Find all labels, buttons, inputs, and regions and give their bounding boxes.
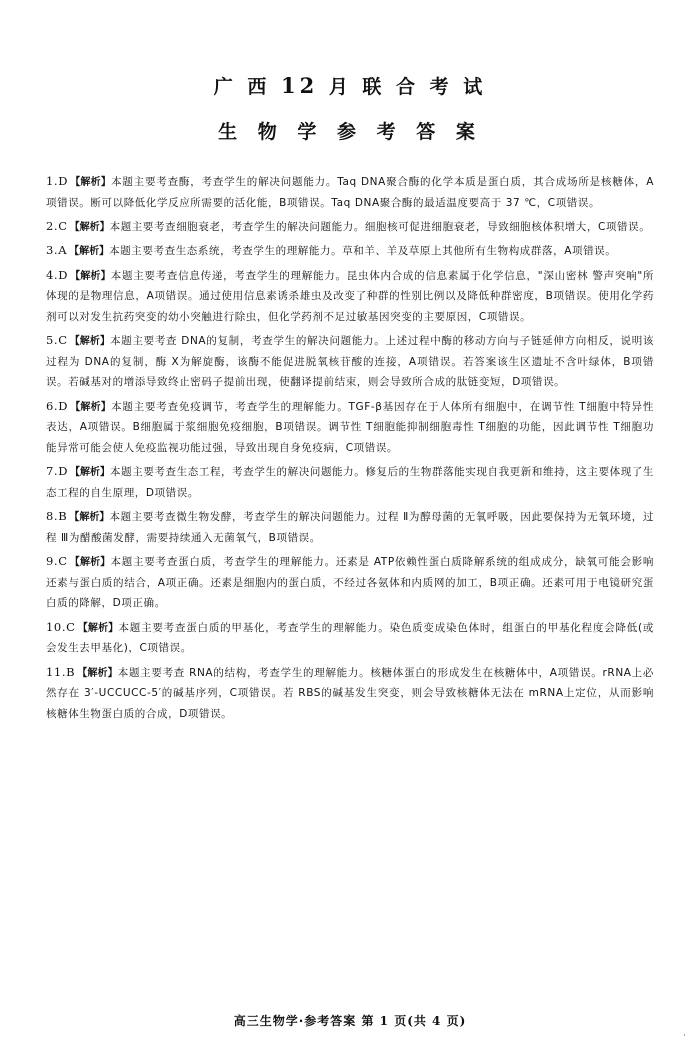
analysis-tag: 【解析】	[69, 512, 110, 524]
corner-mark: ·	[683, 1031, 686, 1041]
page-title	[46, 72, 654, 99]
answer-choice: D	[58, 267, 69, 282]
page-footer	[0, 1012, 700, 1029]
analysis-tag: 【解析】	[70, 401, 112, 413]
analysis-text: 本题主要考查细胞衰老，考查学生的解决问题能力。细胞核可促进细胞衰老，导致细胞核体积增大，C项错误。	[109, 220, 651, 233]
analysis-text: 本题主要考查微生物发酵，考查学生的解决问题能力。过程 Ⅱ为醇母菌的无氧呼吸，因此要保持为无氧环境，过程 Ⅲ为醋酸菌发酵，需要持续通入无菌氧气，B项错误。	[46, 511, 654, 544]
answer-choice: C	[58, 554, 68, 569]
answer-choice: B	[66, 664, 76, 679]
answer-choice: C	[58, 218, 68, 233]
answer-choice: C	[66, 619, 76, 634]
footer-page-number: 第 1 页(共 4 页)	[361, 1014, 467, 1028]
answer-item	[46, 616, 654, 659]
analysis-text: 本题主要考查信息传递，考查学生的理解能力。昆虫体内合成的信息素属于化学信息，"深山密林 警声突响"所体现的是物理信息，A项错误。通过使用信息素诱杀雄虫及改变了种群的性别比例以及降低种群密度，B项错误。使用化学药剂可以对发生抗药突变的幼小突触进行除虫，但化学药剂不足过敏基因突变的主要原因，C项错误。	[46, 269, 655, 323]
answer-choice: B	[58, 509, 68, 524]
question-number: 3.	[46, 243, 59, 258]
analysis-text: 本题主要考查 RNA的结构，考查学生的理解能力。核糖体蛋白的形成发生在核糖体中，A项错误。rRNA上必然存在 3′-UCCUCC-5′的碱基序列，C项错误。若 RBS的碱基发生突变，则会导致核糖体无法在 mRNA上定位，从而影响核糖体生物蛋白质的合成，D项错误。	[46, 666, 654, 720]
footer-title: 高三生物学·参考答案	[233, 1014, 357, 1028]
answer-item	[46, 239, 654, 262]
question-number: 6.	[46, 398, 59, 413]
answer-choice: D	[58, 174, 69, 188]
analysis-tag: 【解析】	[70, 270, 111, 282]
analysis-tag: 【解析】	[77, 667, 118, 679]
answer-choice: D	[58, 398, 69, 413]
question-number: 9.	[46, 554, 59, 569]
analysis-text: 本题主要考查蛋白质的甲基化，考查学生的理解能力。染色质变成染色体时，组蛋白的甲基化程度会降低(或会发生去甲基化)，C项错误。	[46, 621, 655, 655]
answer-item	[46, 460, 654, 503]
analysis-text: 本题主要考查蛋白质，考查学生的理解能力。还素是 ATP依赖性蛋白质降解系统的组成成分，缺氧可能会影响还素与蛋白质的结合，A项正确。还素是细胞内的蛋白质，不经过各氨体和内质网的加工，B项正确。还素可用于电镜研究蛋白质的降解，D项正确。	[46, 556, 655, 610]
answers-list	[46, 170, 654, 724]
question-number: 11.	[46, 664, 67, 679]
question-number: 2.	[46, 218, 59, 233]
answer-sheet-page	[0, 72, 700, 1055]
answer-item	[46, 329, 654, 392]
analysis-text: 本题主要考查生态系统，考查学生的理解能力。草和羊、羊及草原上其他所有生物构成群落，A项错误。	[109, 245, 617, 258]
question-number: 4.	[46, 267, 59, 282]
question-number: 8.	[46, 509, 59, 524]
answer-choice: C	[58, 333, 68, 348]
analysis-text: 本题主要考查酶，考查学生的解决问题能力。Taq DNA聚合酶的化学本质是蛋白质，其合成场所是核糖体，A项错误。断可以降低化学反应所需要的活化能，B项错误。Taq DNA聚合酶的最适温度要高于 37 ℃，C项错误。	[46, 176, 654, 209]
analysis-tag: 【解析】	[69, 557, 111, 569]
answer-item	[46, 170, 654, 213]
answer-choice: A	[58, 243, 68, 258]
answer-item	[46, 215, 654, 238]
answer-item	[46, 264, 654, 327]
question-number: 5.	[46, 333, 59, 348]
answer-item	[46, 661, 654, 724]
analysis-text: 本题主要考查免疫调节，考查学生的理解能力。TGF-β基因存在于人体所有细胞中，在调节性 T细胞中特异性表达，A项错误。B细胞属于浆细胞免疫细胞，B项错误。调节性 T细胞能抑制细胞毒性 T细胞的功能，因此调节性 T细胞功能异常可能会使人免疫监视功能过强，导致出现自身免疫病，C项错误。	[46, 400, 655, 454]
answer-item	[46, 395, 654, 458]
analysis-tag: 【解析】	[69, 336, 111, 348]
analysis-text: 本题主要考查生态工程，考查学生的解决问题能力。修复后的生物群落能实现自我更新和维持，这主要体现了生态工程的自生原理，D项错误。	[46, 466, 654, 499]
question-number: 1.	[46, 174, 59, 188]
analysis-tag: 【解析】	[69, 221, 110, 233]
answer-choice: D	[58, 464, 69, 479]
answer-item	[46, 505, 654, 548]
title-prefix: 广 西	[213, 76, 271, 98]
analysis-tag: 【解析】	[69, 246, 110, 258]
analysis-tag: 【解析】	[70, 467, 111, 479]
question-number: 10.	[46, 619, 67, 634]
question-number: 7.	[46, 464, 59, 479]
title-month-number: 12	[280, 73, 319, 98]
analysis-tag: 【解析】	[77, 622, 119, 634]
page-subtitle: 生 物 学 参 考 答 案	[218, 121, 482, 143]
answer-item	[46, 550, 654, 613]
title-suffix: 月 联 合 考 试	[328, 76, 487, 98]
analysis-text: 本题主要考查 DNA的复制，考查学生的解决问题能力。上述过程中酶的移动方向与子链延伸方向相反，说明该过程为 DNA的复制，酶 X为解旋酶，该酶不能促进脱氧核苷酸的连接，A项错误。若答案该生区遗址不含叶绿体，B项错误。若碱基对的增添导致终止密码子提前出现，使翻译提前结束，则会导致所合成的肽链变短，D项错误。	[46, 335, 654, 389]
analysis-tag: 【解析】	[70, 177, 112, 188]
